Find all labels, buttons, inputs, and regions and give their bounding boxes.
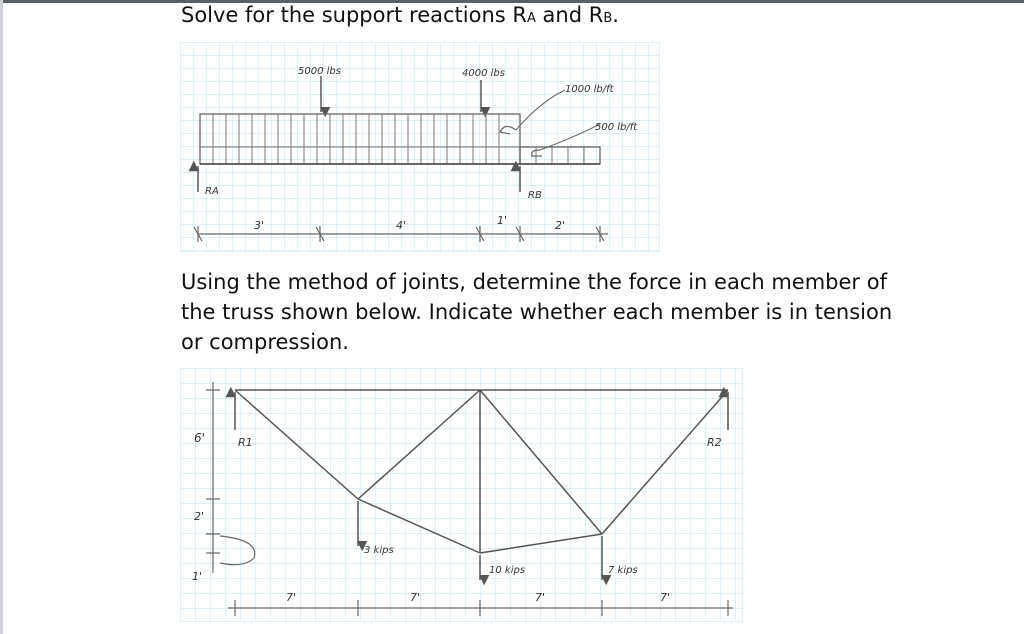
q2-line-3: or compression. bbox=[181, 330, 349, 354]
span-7ft-3: 7' bbox=[535, 591, 546, 604]
dimension-4ft: 4' bbox=[396, 219, 407, 232]
question-2-text bbox=[181, 267, 921, 357]
dimension-2ft: 2' bbox=[555, 219, 566, 232]
q1-middle: and R bbox=[535, 3, 604, 27]
q1-subscript-b: B bbox=[603, 11, 613, 26]
q2-line-2: the truss shown below. Indicate whether each member is in tension bbox=[181, 300, 893, 324]
q1-prefix: Solve for the support reactions R bbox=[181, 3, 527, 27]
window-left-border bbox=[0, 0, 3, 634]
load-label-4000: 4000 lbs bbox=[462, 68, 505, 79]
reaction-label-a: RA bbox=[205, 186, 219, 197]
q2-line-1: Using the method of joints, determine the force in each member of bbox=[181, 270, 887, 294]
load-label-3kips: 3 kips bbox=[364, 545, 394, 556]
beam-diagram bbox=[180, 42, 660, 252]
q1-subscript-a: A bbox=[526, 11, 536, 26]
question-1-text bbox=[181, 0, 619, 34]
dimension-1ft: 1' bbox=[497, 214, 508, 227]
reaction-label-2: R2 bbox=[707, 436, 722, 449]
span-7ft-4: 7' bbox=[660, 591, 671, 604]
reaction-label-1: R1 bbox=[238, 436, 253, 449]
truss-diagram bbox=[180, 368, 743, 622]
reaction-label-b: RB bbox=[528, 190, 542, 201]
span-7ft-2: 7' bbox=[410, 591, 421, 604]
dist-load-label-1000: 1000 lb/ft bbox=[565, 84, 614, 95]
height-2ft: 2' bbox=[194, 510, 205, 523]
load-label-5000: 5000 lbs bbox=[298, 66, 341, 77]
height-1ft: 1' bbox=[192, 570, 203, 583]
height-6ft: 6' bbox=[194, 431, 205, 445]
load-label-7kips: 7 kips bbox=[608, 565, 638, 576]
q1-suffix: . bbox=[612, 3, 619, 27]
span-7ft-1: 7' bbox=[286, 591, 297, 604]
load-label-10kips: 10 kips bbox=[489, 565, 526, 576]
dist-load-label-500: 500 lb/ft bbox=[595, 122, 638, 133]
dimension-3ft: 3' bbox=[254, 219, 265, 232]
